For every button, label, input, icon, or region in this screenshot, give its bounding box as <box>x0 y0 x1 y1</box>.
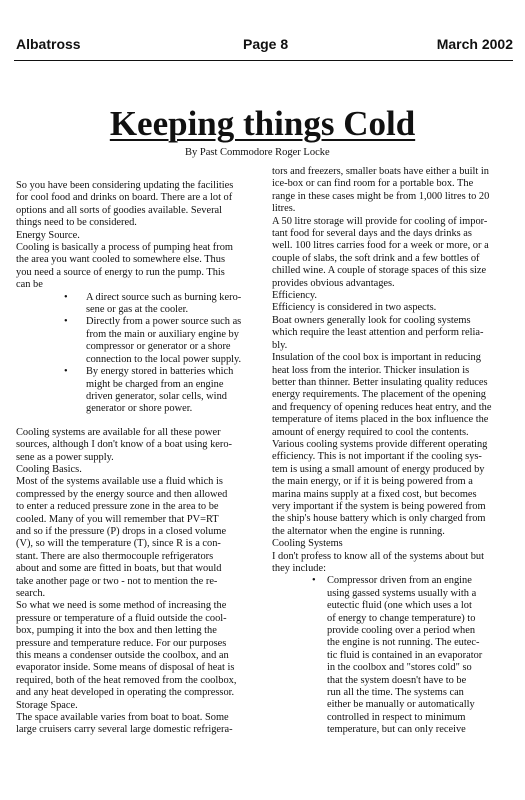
bullet-item <box>16 366 266 416</box>
bullet-dot-icon: • <box>64 316 68 328</box>
text-line: pressure or temperature of a fluid outside the cool- <box>16 612 227 624</box>
text-line: Cooling Basics. <box>16 463 82 475</box>
bullet-line: generator or shore power. <box>86 403 193 415</box>
bullet-line: from the main or auxiliary engine by <box>86 328 239 340</box>
issue-date: March 2002 <box>436 36 513 52</box>
text-line: pressure and temperature reduce. For our purposes <box>16 637 227 649</box>
text-line: energy requirements. The placement of the opening <box>272 389 486 401</box>
text-line: to enter a reduced pressure zone in the area to be <box>16 501 219 513</box>
bullet-line: By energy stored in batteries which <box>86 366 234 378</box>
bullet-line: the engine is not running. The eutec- <box>327 637 480 649</box>
text-line: better than thinner. Better insulating quality reduces <box>272 376 488 388</box>
text-line: tem is using a small amount of energy produced by <box>272 463 485 475</box>
text-line: amount of energy required to cool the contents. <box>272 426 469 438</box>
text-line: required, both of the heat removed from the coolbox, <box>16 674 237 686</box>
text-line: very important if the system is being powered from <box>272 500 486 512</box>
text-line: sources, although I don't know of a boat using kero- <box>16 439 232 451</box>
text-line: sene as a power supply. <box>16 451 114 463</box>
text-line: search. <box>16 588 46 599</box>
text-line: this means a condenser outside the coolbox, and an <box>16 650 229 662</box>
bullet-line: tic fluid is contained in an evaporator <box>327 649 483 661</box>
text-line: Efficiency is considered in two aspects. <box>272 302 437 314</box>
bullet-line: Directly from a power source such as <box>86 316 242 328</box>
text-line: range in these cases might be from 1,000 litres to 20 <box>272 190 490 202</box>
text-line: the area you want cooled to somewhere else. Thus <box>16 254 225 266</box>
text-line: tors and freezers, smaller boats have either a built in <box>272 166 489 177</box>
text-line: the main energy, or if it is being powered from a <box>272 476 473 488</box>
text-line: large cruisers carry several large domestic refrigera- <box>16 724 233 736</box>
text-line: Energy Source. <box>16 229 80 241</box>
text-line: the ship's house battery which is only charged from <box>272 513 486 525</box>
bullet-line: driven generator, solar cells, wind <box>86 390 227 402</box>
bullet-dot-icon: • <box>64 291 68 303</box>
text-line: I don't profess to know all of the systems about but <box>272 550 484 562</box>
bullet-line: connection to the local power supply. <box>86 353 242 365</box>
text-line: marina mains supply at a fixed cost, but becomes <box>272 488 477 500</box>
bullet-item <box>16 316 266 366</box>
bullet-dot-icon: • <box>64 366 68 378</box>
text-line: things need to be considered. <box>16 217 137 229</box>
article-byline: By Past Commodore Roger Locke <box>185 147 330 158</box>
text-line: well. 100 litres carries food for a week or more, or a <box>272 240 489 252</box>
text-line: Cooling is basically a process of pumping heat from <box>16 242 234 254</box>
text-line: options and all sorts of goodies available. Several <box>16 204 223 216</box>
text-line: about and some are fitted in boats, but that would <box>16 563 222 575</box>
text-line: stant. There are also thermocouple refrigerators <box>16 550 214 562</box>
text-line: litres. <box>272 203 296 215</box>
text-line: can be <box>16 279 43 291</box>
bullet-line: Compressor driven from an engine <box>327 575 472 587</box>
bullet-line: using gassed systems usually with a <box>327 587 477 599</box>
bullet-line: provide cooling over a period when <box>327 625 476 637</box>
text-line: efficiency. This is not important if the cooling sys- <box>272 451 482 463</box>
column-left <box>16 180 266 737</box>
text-line: they include: <box>272 563 326 574</box>
col2-lines <box>272 166 515 575</box>
bullet-line: controlled in respect to minimum <box>327 711 466 723</box>
column-right <box>272 166 515 737</box>
page-number: Page 8 <box>243 36 289 52</box>
bullet-line: compressor or generator or a shore <box>86 341 231 353</box>
text-line: ice-box or can find room for a portable box. The <box>272 178 474 190</box>
text-line: bly. <box>272 339 288 351</box>
publication-name: Albatross <box>16 36 81 52</box>
text-line: and any heat developed in operating the compressor. <box>16 687 235 699</box>
text-line: compressed by the energy source and then allowed <box>16 488 228 500</box>
bullet-line: A direct source such as burning kero- <box>86 291 242 303</box>
text-line: and frequency of opening reduces heat entry, and the <box>272 401 492 413</box>
text-line: couple of slabs, the soft drink and a few bottles of <box>272 252 480 264</box>
bullet-item <box>16 292 266 317</box>
text-line: Cooling Systems <box>272 538 343 550</box>
text-line: box, pumping it into the box and then letting the <box>16 625 217 637</box>
header-rule <box>14 60 513 61</box>
bullet-line: in the coolbox and "stores cold" so <box>327 662 472 674</box>
col1-gap <box>16 416 266 427</box>
page-header <box>16 36 513 56</box>
bullet-line: of energy to change temperature) to <box>327 612 476 624</box>
text-line: So you have been considering updating the facilities <box>16 180 234 191</box>
text-line: temperature of items placed in the box influence the <box>272 414 489 426</box>
text-line: (V), so will the temperature (T), since R is a con- <box>16 538 221 550</box>
bullet-line: sene or gas at the cooler. <box>86 304 189 316</box>
text-line: Various cooling systems provide different operating <box>272 438 488 450</box>
text-line: Storage Space. <box>16 699 78 711</box>
text-line: tant food for several days and the days drinks as <box>272 228 472 240</box>
text-line: cooled. Many of you will remember that PV=RT <box>16 513 219 525</box>
text-line: you need a source of energy to run the pump. This <box>16 266 225 278</box>
bullet-line: might be charged from an engine <box>86 378 224 390</box>
bullet-line: either be manually or automatically <box>327 699 475 711</box>
bullet-line: eutectic fluid (one which uses a lot <box>327 600 472 612</box>
text-line: So what we need is some method of increasing the <box>16 600 227 612</box>
text-line: evaporator inside. Some means of disposal of heat is <box>16 662 235 674</box>
text-line: Efficiency. <box>272 290 318 302</box>
text-line: take another page or two - not to mention the re- <box>16 575 218 587</box>
bullet-line: that the system doesn't have to be <box>327 674 467 686</box>
text-line: Most of the systems available use a fluid which is <box>16 476 223 488</box>
text-line: the alternator when the engine is running. <box>272 525 445 537</box>
bullet-item <box>272 575 517 736</box>
col1-intro <box>16 180 266 292</box>
article-title: Keeping things Cold <box>109 104 416 143</box>
text-line: heat loss from the interior. Thicker insulation is <box>272 364 470 376</box>
col1-after <box>16 427 266 737</box>
text-line: chilled wine. A couple of storage spaces of this size <box>272 265 487 277</box>
col2-bullet-list <box>272 575 515 736</box>
text-line: which require the least attention and perform relia- <box>272 327 484 339</box>
bullet-line: run all the time. The systems can <box>327 687 464 699</box>
bullet-dot-icon: • <box>312 575 316 587</box>
text-line: Cooling systems are available for all these power <box>16 426 221 438</box>
bullet-line: temperature, but can only receive <box>327 724 466 736</box>
text-line: Insulation of the cool box is important in reducing <box>272 352 481 364</box>
text-line: for cool food and drinks on board. There are a lot of <box>16 192 233 204</box>
text-line: and so if the pressure (P) drops in a closed volume <box>16 525 227 537</box>
text-line: Boat owners generally look for cooling systems <box>272 314 471 326</box>
text-line: A 50 litre storage will provide for cooling of impor- <box>272 215 488 227</box>
col1-bullet-list <box>16 292 266 416</box>
text-line: provides obvious advantages. <box>272 277 395 289</box>
text-line: The space available varies from boat to boat. Some <box>16 712 229 724</box>
